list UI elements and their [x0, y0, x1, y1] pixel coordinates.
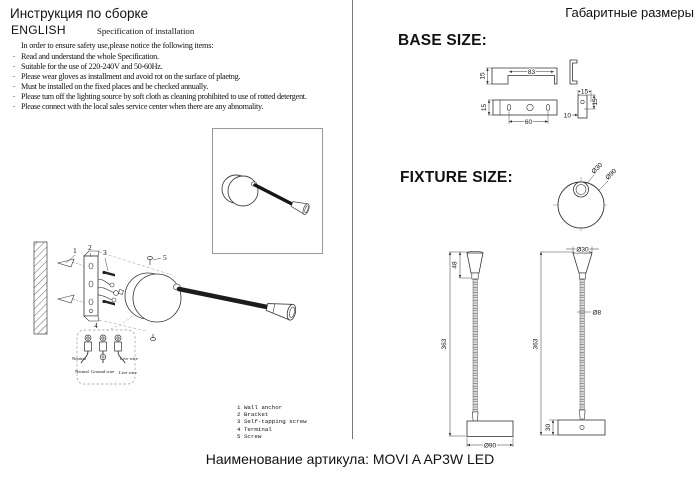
fixture-side-view — [540, 247, 605, 436]
ground-symbol — [100, 354, 106, 360]
exploded-assembly-diagram — [20, 238, 330, 408]
callout-4: 4 — [94, 321, 98, 330]
spec-title: Specification of installation — [97, 26, 195, 36]
wire-label-live-top: Live wire — [120, 356, 138, 361]
parts-list-item: 4 Terminal — [237, 425, 272, 433]
instruction-item: . Suitable for the use of 220-240V and 50-60Hz. — [21, 62, 307, 72]
lamp-canopy — [222, 175, 258, 206]
instruction-item: . Please tum off the lighting source by soft cloth as cleaning prohibited to use of rotted detergent. — [21, 92, 307, 102]
terminal-block — [85, 335, 122, 351]
parts-list-item: 2 Bracket — [237, 411, 269, 419]
dim-base-diameter-top: Ø90 — [604, 167, 619, 182]
dim-total-length-side: 363 — [532, 338, 540, 350]
dim-head-diameter-top: Ø30 — [590, 162, 605, 176]
dim-end-height: 15 — [591, 98, 599, 106]
assembled-lamp-inset — [212, 128, 323, 254]
wire-label-neutral-top: Neutral — [72, 356, 86, 361]
terminal-link-line — [106, 316, 132, 331]
wire-label-neutral-bottom: Neutral — [75, 369, 89, 374]
lamp-head — [290, 199, 310, 216]
instruction-item: . Read and understand the whole Specification. — [21, 52, 307, 62]
article-name: Наименование артикула: MOVI A AP3W LED — [205, 451, 495, 467]
callout-1: 1 — [73, 246, 77, 255]
fixture-size-drawing — [420, 162, 700, 457]
fixture-front-view — [449, 251, 513, 450]
panel-divider — [352, 0, 353, 439]
dim-end-offset: 10 — [563, 112, 571, 120]
instruction-item: . Please wear gloves as installment and avoid rot on the surface of plaetng. — [21, 72, 307, 82]
callout-5: 5 — [163, 253, 167, 262]
dim-bracket-length: 83 — [527, 68, 536, 76]
language-label: ENGLISH — [11, 23, 66, 37]
instruction-item: . Must be installed on the fixed places and be checked annually. — [21, 82, 307, 92]
callout-leaders — [66, 253, 161, 271]
parts-list-item: 3 Self-tapping screw — [237, 418, 307, 426]
base-size-drawing — [478, 50, 618, 140]
assembled-lamp-drawing — [213, 129, 322, 253]
dim-end-width: 15 — [580, 88, 589, 96]
wire-label-ground-bottom: Ground wire — [91, 369, 115, 374]
wall-section — [34, 242, 47, 334]
wire-label-live-bottom: Live wire — [119, 370, 137, 375]
parts-list — [237, 404, 307, 440]
dim-bracket-height: 15 — [479, 72, 487, 80]
bracket-front-view — [488, 100, 557, 124]
connection-wires — [98, 280, 115, 300]
bracket-side-view — [486, 68, 557, 84]
dim-base-diameter-front: Ø90 — [483, 442, 497, 450]
callout-2: 2 — [88, 243, 92, 252]
lamp-head — [265, 299, 297, 321]
dim-base-depth: 30 — [544, 423, 552, 432]
gooseneck-arm — [179, 289, 267, 307]
callout-3: 3 — [103, 248, 107, 257]
bracket-profile-view — [570, 60, 577, 84]
base-size-heading: BASE SIZE: — [398, 32, 487, 49]
dim-hole-spacing: 60 — [524, 118, 533, 126]
wall-anchors — [58, 259, 86, 303]
fixture-size-heading: FIXTURE SIZE: — [400, 169, 513, 186]
page-title: Инструкция по сборке — [10, 6, 149, 21]
canopy — [125, 273, 181, 322]
dim-head-length: 48 — [451, 261, 459, 269]
lamp-gooseneck — [255, 185, 292, 204]
parts-list-item: 5 Screw — [237, 432, 262, 440]
instruction-item: . Please connect with the local sales service center when there are any abnomality. — [21, 102, 307, 112]
dim-neck-diameter: Ø8 — [592, 309, 602, 317]
dim-total-length-front: 363 — [441, 338, 448, 350]
bracket — [84, 251, 99, 321]
fixture-top-view — [553, 175, 609, 233]
parts-list-item: 1 Wall anchor — [237, 404, 283, 411]
wire-hardware — [110, 283, 123, 302]
dimensions-title: Габаритные размеры — [565, 5, 694, 20]
instructions-intro: In order to ensure safety use,please notice the following items: — [21, 41, 214, 50]
dim-plate-height: 15 — [481, 103, 488, 112]
safety-instructions — [21, 52, 307, 112]
dim-head-diameter-side: Ø30 — [576, 246, 589, 254]
